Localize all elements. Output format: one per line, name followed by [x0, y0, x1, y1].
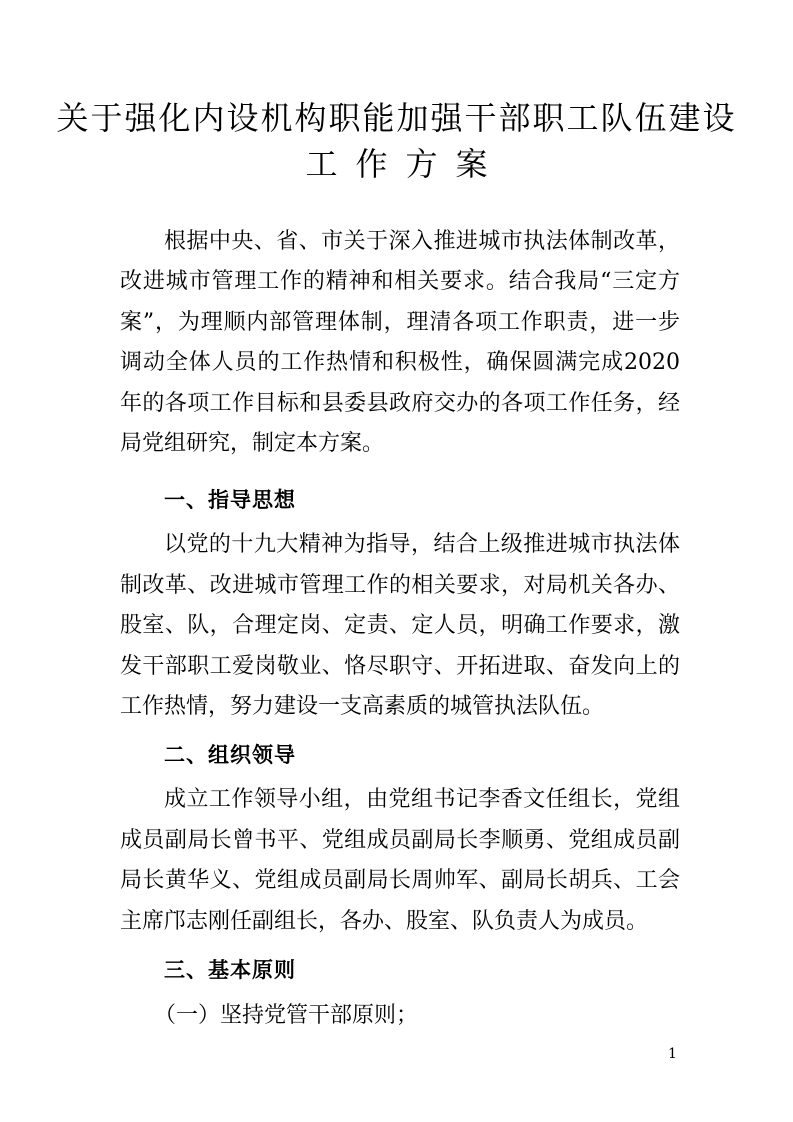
document-title-line2: 工作方案 — [305, 145, 506, 183]
section-heading-principles: 三、基本原则 — [164, 958, 296, 983]
section-heading-guiding-ideology: 一、指导思想 — [164, 488, 296, 513]
principle-item-1: （一）坚持党管干部原则； — [154, 1003, 419, 1029]
section-paragraph-guiding-ideology: 以党的十九大精神为指导，结合上级推进城市执法体制改革、改进城市管理工作的相关要求，对局机关各办、股室、队，合理定岗、定责、定人员，明确工作要求，激发干部职工爱岗敬业、恪尽职守、开拓进取、奋发向上的工作热情，努力建设一支高素质的城管执法队伍。 — [120, 532, 680, 720]
page-number: 1 — [668, 1046, 677, 1062]
intro-paragraph: 根据中央、省、市关于深入推进城市执法体制改革，改进城市管理工作的精神和相关要求。结合我局“三定方案”，为理顺内部管理体制，理清各项工作职责，进一步调动全体人员的工作热情和积极性，确保圆满完成2020年的各项工作目标和县委县政府交办的各项工作任务，经局党组研究，制定本方案。 — [120, 229, 680, 457]
section-paragraph-organization: 成立工作领导小组，由党组书记李香文任组长，党组成员副局长曾书平、党组成员副局长李顺勇、党组成员副局长黄华义、党组成员副局长周帅军、副局长胡兵、工会主席邝志刚任副组长，各办、股室、队负责人为成员。 — [120, 787, 680, 934]
section-heading-organization: 二、组织领导 — [164, 743, 296, 768]
document-body — [120, 222, 680, 1036]
document-title-line1: 关于强化内设机构职能加强干部职工队伍建设 — [56, 99, 737, 137]
